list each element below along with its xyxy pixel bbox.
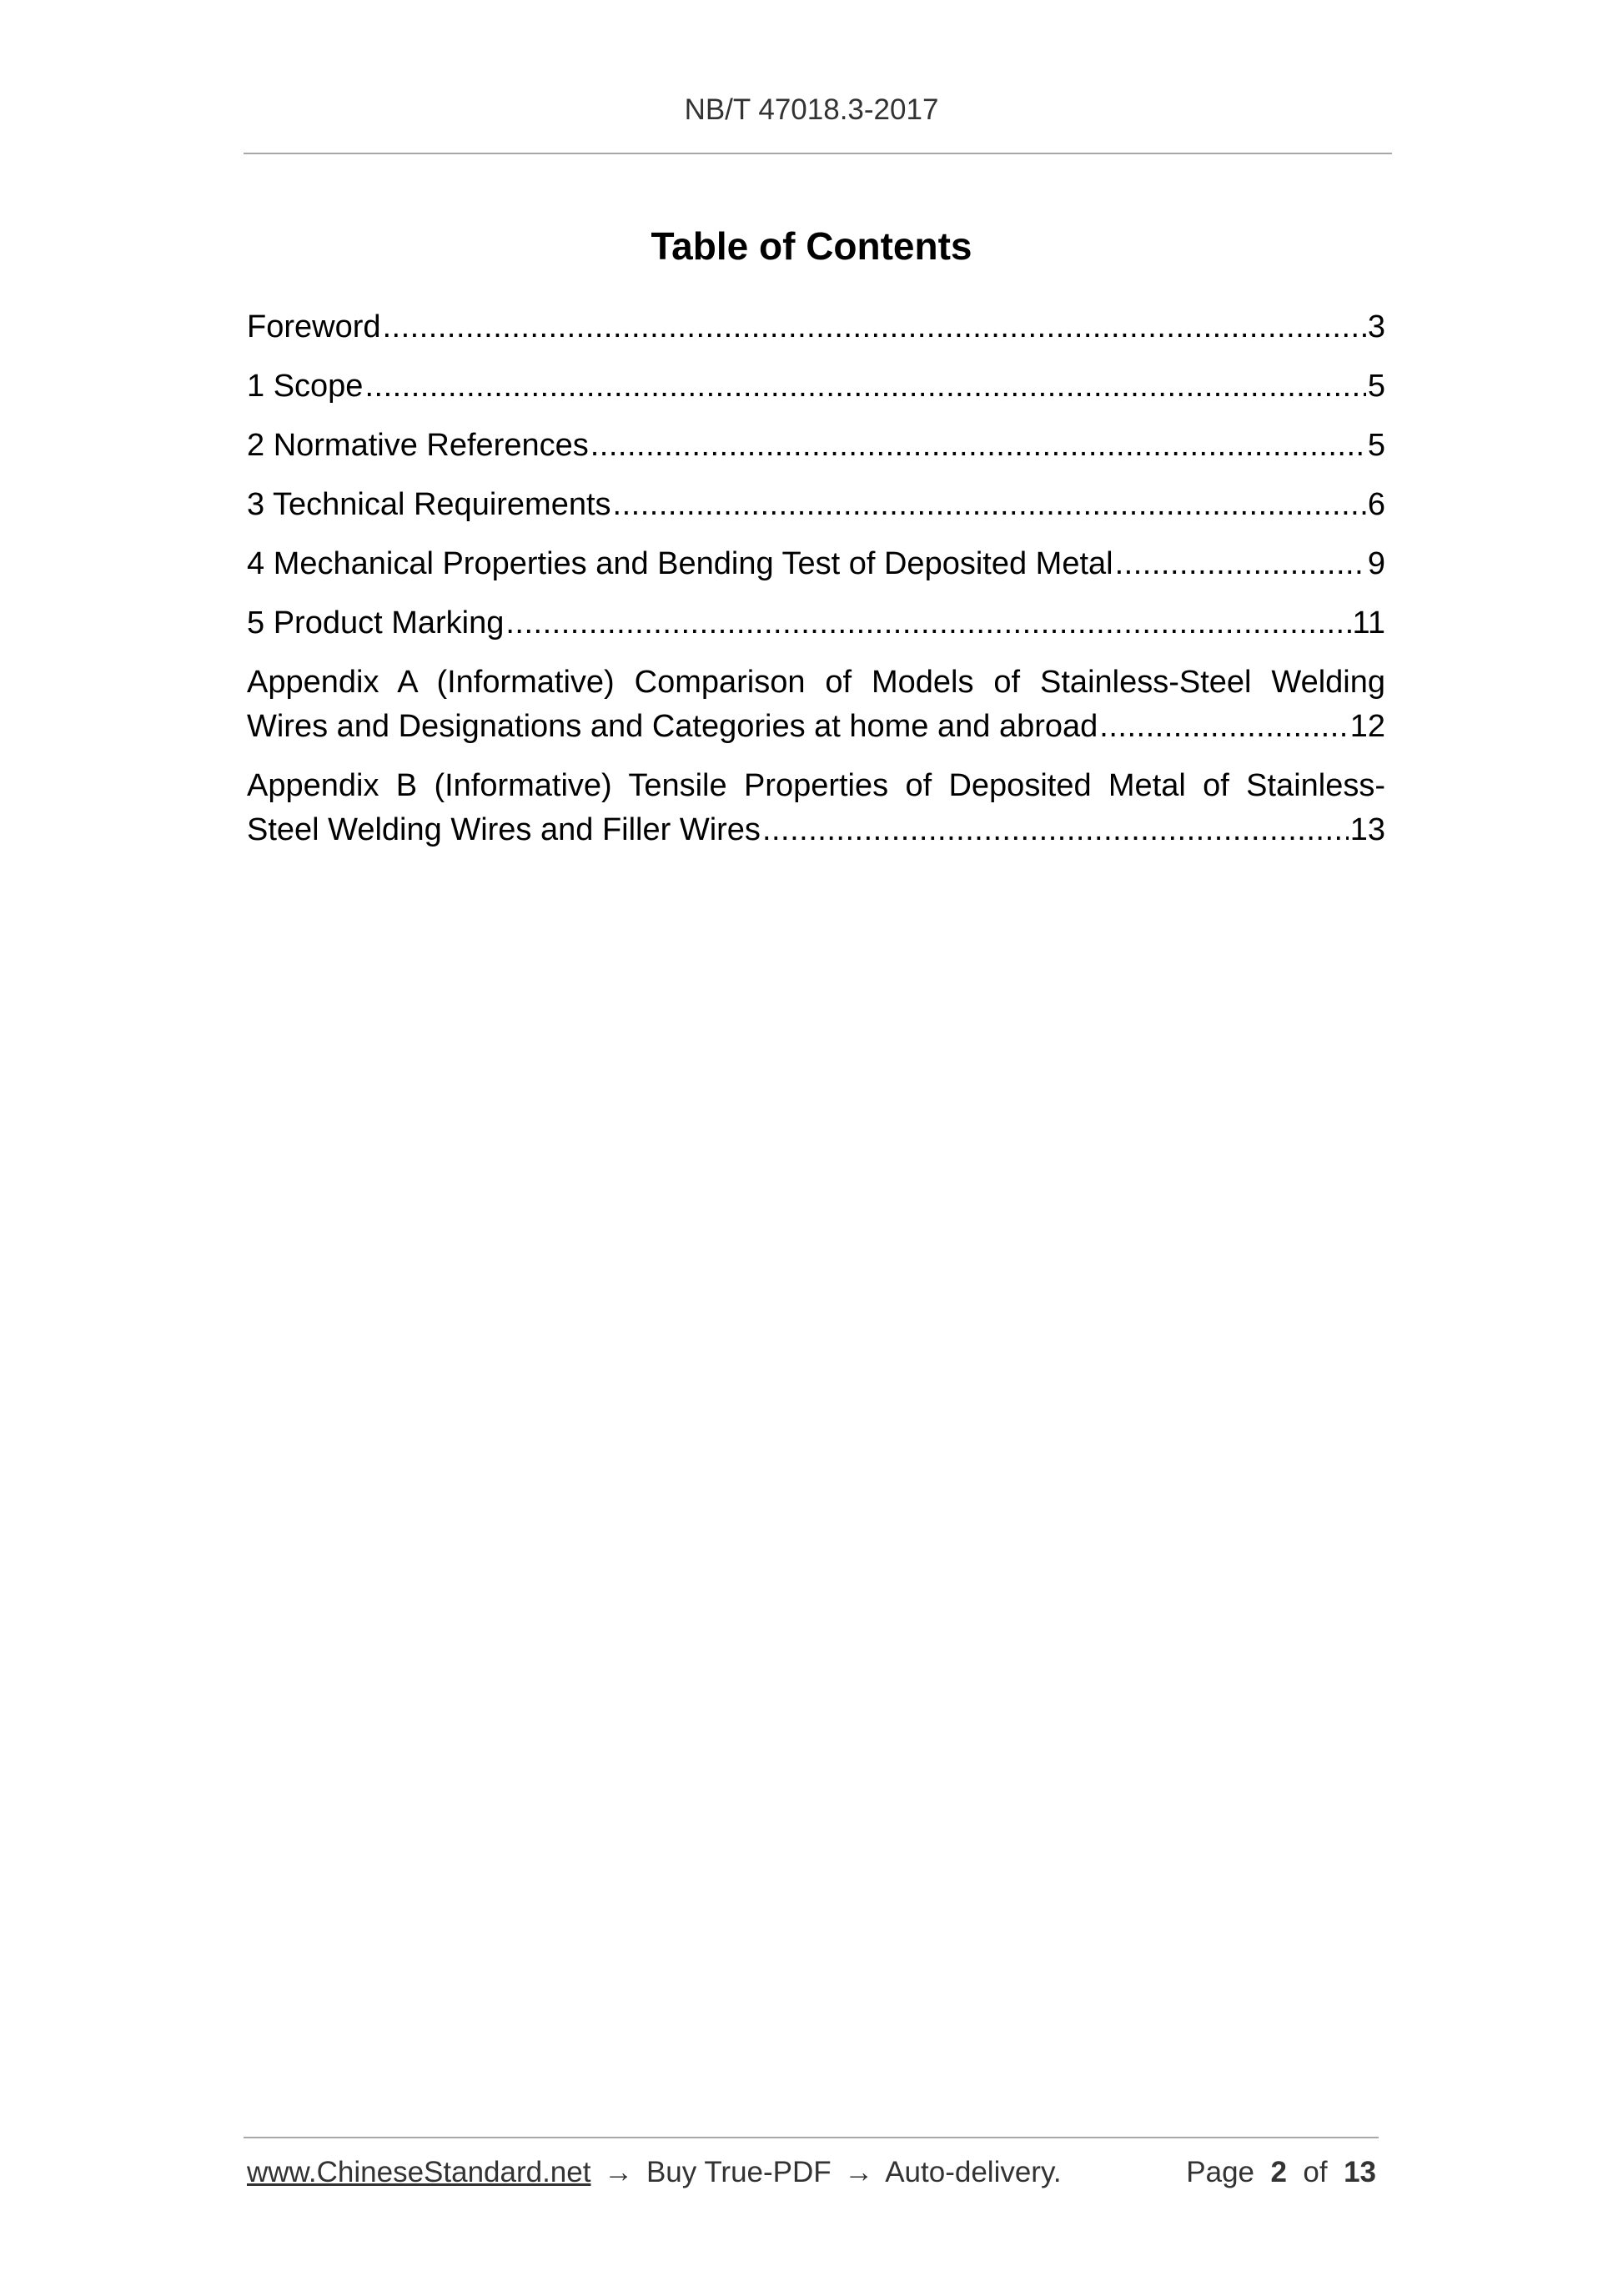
arrow-right-icon: → (604, 2156, 634, 2188)
table-of-contents (247, 305, 1385, 867)
toc-entry-mechanical-properties[interactable] (247, 542, 1385, 586)
dot-leader (1115, 542, 1366, 586)
toc-entry-title-line2: Wires and Designations and Categories at home and abroad (247, 709, 1098, 744)
page-of-label: of (1303, 2156, 1328, 2188)
delivery-text: Auto-delivery. (885, 2156, 1062, 2188)
dot-leader (364, 364, 1365, 409)
toc-entry-title: 4 Mechanical Properties and Bending Test of Deposited Metal (247, 546, 1113, 581)
dot-leader (762, 808, 1349, 852)
toc-entry-foreword[interactable] (247, 305, 1385, 349)
toc-page-number: 6 (1367, 487, 1385, 522)
header-divider (244, 153, 1392, 154)
toc-entry-title: 3 Technical Requirements (247, 487, 611, 522)
buy-text: Buy True-PDF (646, 2156, 832, 2188)
dot-leader (613, 483, 1366, 527)
current-page: 2 (1270, 2156, 1287, 2188)
toc-page-number: 9 (1367, 546, 1385, 581)
website-link[interactable]: www.ChineseStandard.net (247, 2156, 591, 2188)
toc-entry-appendix-a[interactable] (247, 661, 1385, 749)
toc-page-number: 11 (1352, 605, 1385, 641)
toc-entry-title: 2 Normative References (247, 428, 589, 463)
toc-entry-normative-references[interactable] (247, 424, 1385, 468)
toc-entry-title-line1: Appendix A (Informative) Comparison of Models of Stainless-Steel Welding (247, 665, 1385, 700)
toc-page-number: 13 (1349, 812, 1385, 847)
toc-entry-title: 5 Product Marking (247, 605, 505, 641)
page-indicator (1186, 2156, 1376, 2189)
toc-entry-scope[interactable] (247, 364, 1385, 409)
toc-page-number: 5 (1367, 428, 1385, 463)
running-header: NB/T 47018.3-2017 (684, 93, 939, 126)
dot-leader (1099, 705, 1348, 749)
total-pages: 13 (1344, 2156, 1376, 2188)
dot-leader (505, 601, 1350, 646)
dot-leader (383, 305, 1366, 349)
toc-entry-appendix-b[interactable] (247, 764, 1385, 852)
footer-divider (244, 2137, 1379, 2138)
page-label: Page (1186, 2156, 1255, 2188)
toc-entry-technical-requirements[interactable] (247, 483, 1385, 527)
page-footer (247, 2156, 1376, 2189)
toc-entry-title-line2: Steel Welding Wires and Filler Wires (247, 812, 761, 847)
toc-page-number: 3 (1367, 309, 1385, 344)
page-title: Table of Contents (651, 224, 972, 268)
dot-leader (590, 424, 1366, 468)
toc-page-number: 5 (1367, 369, 1385, 404)
toc-entry-title: 1 Scope (247, 369, 364, 404)
arrow-right-icon: → (844, 2156, 874, 2188)
toc-page-number: 12 (1349, 709, 1385, 744)
toc-entry-title-line1: Appendix B (Informative) Tensile Properties of Deposited Metal of Stainless- (247, 768, 1385, 803)
toc-entry-title: Foreword (247, 309, 381, 344)
toc-entry-product-marking[interactable] (247, 601, 1385, 646)
